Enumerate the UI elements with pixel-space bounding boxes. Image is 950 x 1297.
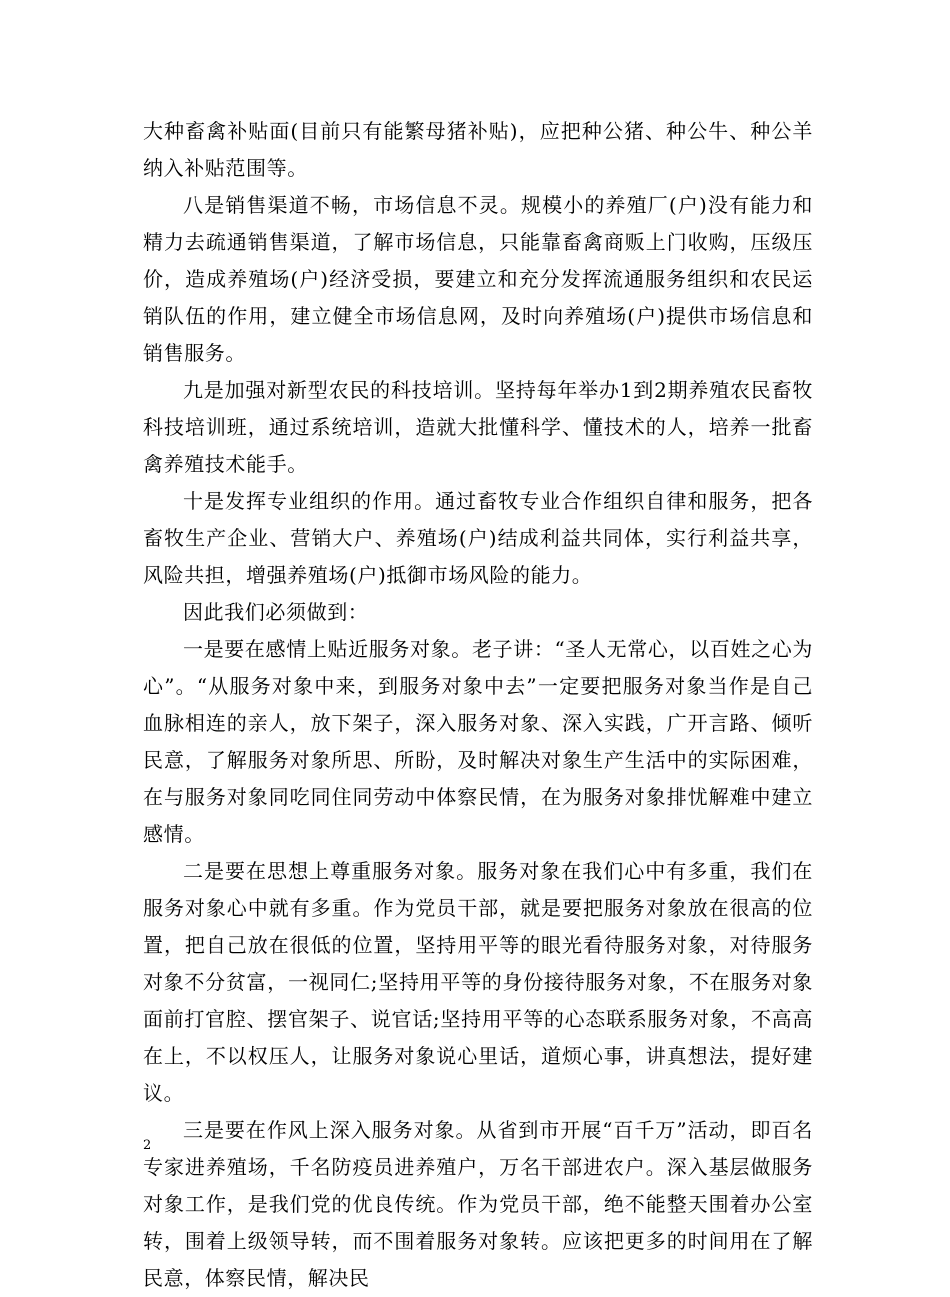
paragraph-eight-sales-channels: 八是销售渠道不畅，市场信息不灵。规模小的养殖厂(户)没有能力和精力去疏通销售渠道，了解市场信息，只能靠畜禽商贩上门收购，压级压价，造成养殖场(户)经济受损，要建立和充分发挥流通服务组织和农民运销队伍的作用，建立健全市场信息网，及时向养殖场(户)提供市场信息和销售服务。	[143, 193, 813, 365]
paragraph-therefore: 因此我们必须做到：	[183, 600, 369, 624]
paragraph-ten-professional-orgs: 十是发挥专业组织的作用。通过畜牧专业合作组织自律和服务，把各畜牧生产企业、营销大户、养殖场(户)结成利益共同体，实行利益共享，风险共担，增强养殖场(户)抵御市场风险的能力。	[143, 489, 813, 587]
paragraph-three-style: 三是要在作风上深入服务对象。从省到市开展“百千万”活动，即百名专家进养殖场，千名防疫员进养殖户，万名干部进农户。深入基层做服务对象工作，是我们党的优良传统。作为党员干部，绝不能整天围着办公室转，围着上级领导转，而不围着服务对象转。应该把更多的时间用在了解民意，体察民情，解决民	[143, 1118, 813, 1290]
paragraph-one-emotion: 一是要在感情上贴近服务对象。老子讲：“圣人无常心，以百姓之心为心”。“从服务对象中来，到服务对象中去”一定要把服务对象当作是自己血脉相连的亲人，放下架子，深入服务对象、深入实践，广开言路、倾听民意，了解服务对象所思、所盼，及时解决对象生产生活中的实际困难，在与服务对象同吃同住同劳动中体察民情，在为服务对象排忧解难中建立感情。	[143, 637, 813, 846]
page-number: 2	[143, 1138, 152, 1153]
body-text	[143, 113, 813, 1297]
paragraph-two-respect: 二是要在思想上尊重服务对象。服务对象在我们心中有多重，我们在服务对象心中就有多重。作为党员干部，就是要把服务对象放在很高的位置，把自己放在很低的位置，坚持用平等的眼光看待服务对象，对待服务对象不分贫富，一视同仁;坚持用平等的身份接待服务对象，不在服务对象面前打官腔、摆官架子、说官话;坚持用平等的心态联系服务对象，不高高在上，不以权压人，让服务对象说心里话，道烦心事，讲真想法，提好建议。	[143, 859, 813, 1105]
paragraph-nine-tech-training: 九是加强对新型农民的科技培训。坚持每年举办1到2期养殖农民畜牧科技培训班，通过系统培训，造就大批懂科学、懂技术的人，培养一批畜禽养殖技术能手。	[143, 378, 813, 476]
paragraph-subsidy-continuation: 大种畜禽补贴面(目前只有能繁母猪补贴)，应把种公猪、种公牛、种公羊纳入补贴范围等。	[143, 119, 813, 180]
